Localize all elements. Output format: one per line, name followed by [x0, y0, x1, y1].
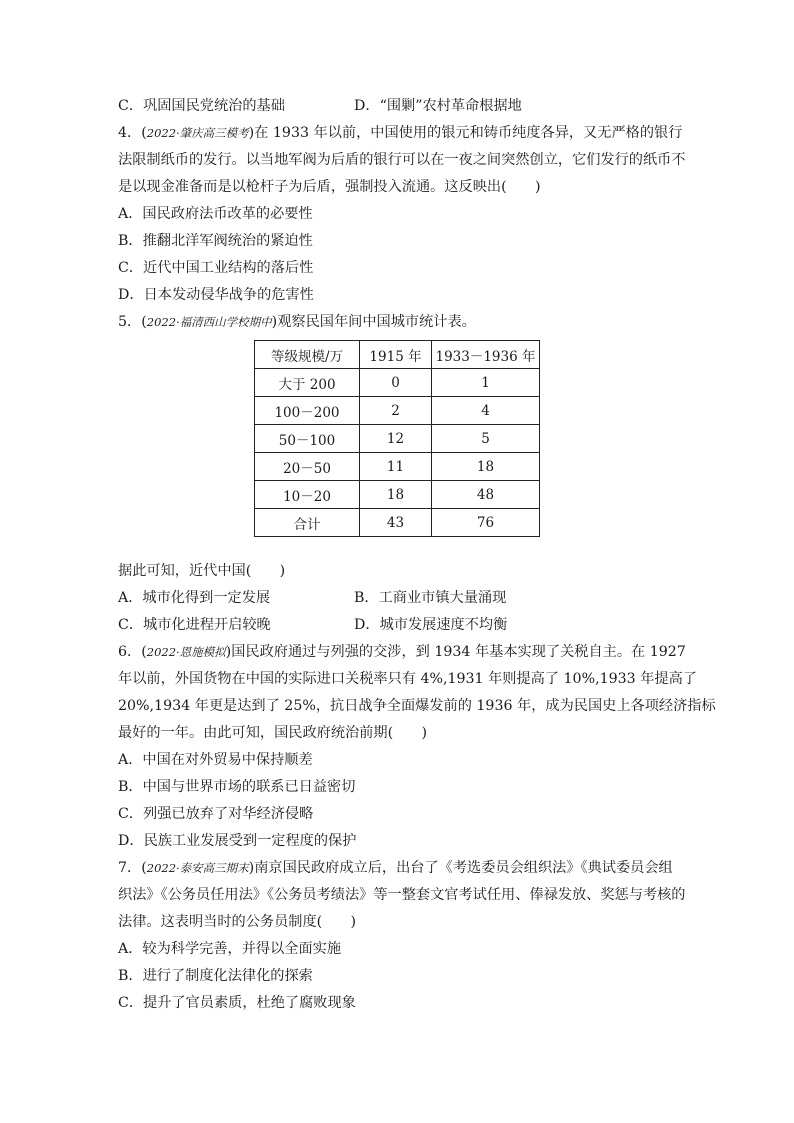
q4-stem-line-1	[118, 123, 682, 143]
table-header-row	[255, 341, 540, 369]
table-cell: 18	[432, 453, 540, 481]
q6-stem-line-1	[118, 642, 686, 662]
table-cell: 0	[360, 369, 432, 397]
table-cell: 12	[360, 425, 432, 453]
table-cell: 合计	[255, 509, 360, 537]
q7-stem-line-3: 法律。这表明当时的公务员制度( )	[118, 914, 357, 930]
q5-options-row-1	[118, 588, 507, 608]
q5-option-c[interactable]: C．城市化进程开启较晚	[118, 617, 271, 633]
table-cell: 11	[360, 453, 432, 481]
q6-source: 2022·恩施模拟	[146, 645, 226, 659]
q7-option-a[interactable]: A．较为科学完善，并得以全面实施	[118, 941, 342, 957]
q3-option-d[interactable]: D．“围剿”农村革命根据地	[354, 98, 522, 114]
q4-option-d[interactable]: D．日本发动侵华战争的危害性	[118, 287, 314, 303]
table-row	[255, 425, 540, 453]
q5-number: 5．(	[118, 314, 147, 330]
q5-option-a[interactable]: A．城市化得到一定发展	[118, 590, 271, 606]
q5-after-table: 据此可知，近代中国( )	[118, 563, 286, 579]
table-header-cell: 等级规模/万	[255, 341, 360, 369]
q6-stem-line-4: 最好的一年。由此可知，国民政府统治前期( )	[118, 725, 428, 741]
table-cell: 5	[432, 425, 540, 453]
q6-option-d[interactable]: D．民族工业发展受到一定程度的保护	[118, 833, 357, 849]
q5-stem-text: )观察民国年间中国城市统计表。	[271, 314, 476, 330]
table-row	[255, 397, 540, 425]
q6-number: 6．(	[118, 644, 147, 660]
q6-stem-line-3: 20%,1934 年更是达到了 25%，抗日战争全面爆发前的 1936 年，成为民国史上各项经济指标	[118, 698, 716, 714]
q4-stem-line-2: 法限制纸币的发行。以当地军阀为后盾的银行可以在一夜之间突然创立，它们发行的纸币不	[118, 152, 686, 168]
q6-stem-line-2: 年以前，外国货物在中国的实际进口关税率只有 4%,1931 年则提高了 10%,1933 年提高了	[118, 671, 697, 687]
table-row	[255, 369, 540, 397]
table-header-cell: 1915 年	[360, 341, 432, 369]
q6-option-c[interactable]: C．列强已放弃了对华经济侵略	[118, 806, 314, 822]
table-cell: 76	[432, 509, 540, 537]
q7-source: 2022·泰安高三期末	[146, 861, 249, 875]
table-cell: 10－20	[255, 481, 360, 509]
q5-options-row-2	[118, 615, 508, 635]
q7-stem-line-1	[118, 858, 673, 878]
q7-option-c[interactable]: C．提升了官员素质，杜绝了腐败现象	[118, 995, 356, 1011]
city-statistics-table	[254, 340, 540, 537]
table-cell: 1	[432, 369, 540, 397]
q4-option-c[interactable]: C．近代中国工业结构的落后性	[118, 260, 314, 276]
q7-option-b[interactable]: B．进行了制度化法律化的探索	[118, 968, 313, 984]
q5-option-d[interactable]: D．城市发展速度不均衡	[354, 617, 508, 633]
q7-stem-text-1: )南京国民政府成立后，出台了《考选委员会组织法》《典试委员会组	[248, 860, 673, 876]
q6-option-b[interactable]: B．中国与世界市场的联系已日益密切	[118, 779, 356, 795]
table-row	[255, 453, 540, 481]
q5-stem-line	[118, 312, 476, 332]
table-cell: 50－100	[255, 425, 360, 453]
q4-option-b[interactable]: B．推翻北洋军阀统治的紧迫性	[118, 233, 313, 249]
table-cell: 大于 200	[255, 369, 360, 397]
q6-stem-text-1: )国民政府通过与列强的交涉，到 1934 年基本实现了关税自主。在 1927	[225, 644, 686, 660]
q6-option-a[interactable]: A．中国在对外贸易中保持顺差	[118, 752, 313, 768]
table-row	[255, 509, 540, 537]
q4-number: 4．(	[118, 125, 147, 141]
table-header-cell: 1933－1936 年	[432, 341, 540, 369]
q5-option-b[interactable]: B．工商业市镇大量涌现	[354, 590, 507, 606]
table-cell: 100－200	[255, 397, 360, 425]
q3-options-row	[118, 96, 522, 116]
table-cell: 4	[432, 397, 540, 425]
q7-number: 7．(	[118, 860, 147, 876]
q4-stem-line-3: 是以现金准备而是以枪杆子为后盾，强制投入流通。这反映出( )	[118, 179, 541, 195]
q3-option-c[interactable]: C．巩固国民党统治的基础	[118, 98, 285, 114]
q7-stem-line-2: 织法》《公务员任用法》《公务员考绩法》等一整套文官考试任用、俸禄发放、奖惩与考核的	[118, 887, 686, 903]
q5-source: 2022·福清西山学校期中	[146, 315, 272, 329]
table-row	[255, 481, 540, 509]
q4-stem-text-1: )在 1933 年以前，中国使用的银元和铸币纯度各异，又无严格的银行	[248, 125, 683, 141]
table-cell: 43	[360, 509, 432, 537]
q4-option-a[interactable]: A．国民政府法币改革的必要性	[118, 206, 313, 222]
table-cell: 20－50	[255, 453, 360, 481]
table-cell: 48	[432, 481, 540, 509]
q4-source: 2022·肇庆高三模考	[146, 126, 249, 140]
table-cell: 2	[360, 397, 432, 425]
table-cell: 18	[360, 481, 432, 509]
